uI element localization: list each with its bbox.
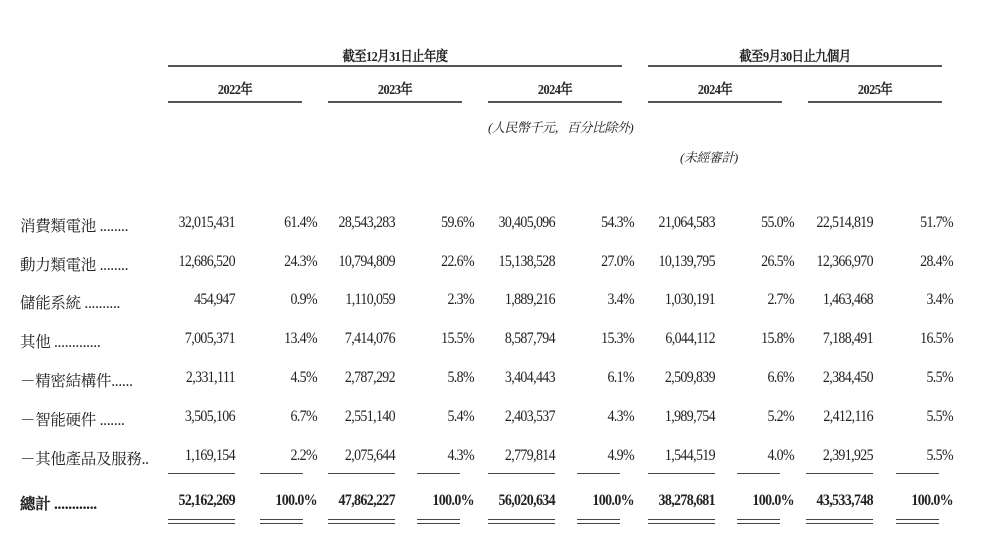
percent-cell: 5.4%	[447, 408, 474, 425]
subtotal-underline	[168, 473, 235, 474]
percent-cell: 6.1%	[607, 369, 634, 386]
amount-cell: 1,169,154	[184, 447, 235, 464]
total-double-underline	[806, 519, 873, 520]
year-rule	[168, 101, 302, 103]
percent-cell: 5.5%	[926, 408, 953, 425]
amount-cell: 10,139,795	[658, 253, 715, 270]
row-label: 消費類電池 ........	[20, 218, 129, 235]
total-double-underline	[260, 519, 303, 520]
amount-cell: 6,044,112	[665, 330, 715, 347]
percent-cell: 13.4%	[284, 330, 317, 347]
amount-cell: 2,551,140	[344, 408, 395, 425]
total-double-underline	[328, 523, 395, 524]
amount-cell: 2,403,537	[504, 408, 555, 425]
total-percent-cell: 100.0%	[592, 492, 634, 509]
total-double-underline	[488, 523, 555, 524]
amount-cell: 1,463,468	[822, 291, 873, 308]
percent-cell: 24.3%	[284, 253, 317, 270]
percent-cell: 4.0%	[767, 447, 794, 464]
amount-cell: 2,509,839	[664, 369, 715, 386]
amount-cell: 7,188,491	[822, 330, 873, 347]
row-label: 動力類電池 ........	[20, 257, 129, 274]
percent-cell: 0.9%	[290, 291, 317, 308]
subtotal-underline	[328, 473, 395, 474]
total-amount-cell: 38,278,681	[658, 492, 715, 509]
percent-cell: 5.8%	[447, 369, 474, 386]
subtotal-underline	[737, 473, 780, 474]
amount-cell: 1,989,754	[664, 408, 715, 425]
total-percent-cell: 100.0%	[752, 492, 794, 509]
percent-cell: 27.0%	[601, 253, 634, 270]
subtotal-underline	[488, 473, 555, 474]
percent-cell: 55.0%	[761, 214, 794, 231]
amount-cell: 454,947	[194, 291, 235, 308]
amount-cell: 2,779,814	[504, 447, 555, 464]
amount-cell: 2,391,925	[822, 447, 873, 464]
subtotal-underline	[260, 473, 303, 474]
year-rule	[648, 101, 782, 103]
amount-cell: 7,414,076	[344, 330, 395, 347]
amount-cell: 1,030,191	[664, 291, 715, 308]
percent-cell: 15.5%	[441, 330, 474, 347]
percent-cell: 15.3%	[601, 330, 634, 347]
amount-cell: 21,064,583	[658, 214, 715, 231]
total-percent-cell: 100.0%	[432, 492, 474, 509]
percent-cell: 22.6%	[441, 253, 474, 270]
year-header: 2024年	[697, 83, 733, 98]
percent-cell: 3.4%	[926, 291, 953, 308]
subtotal-underline	[648, 473, 715, 474]
percent-cell: 59.6%	[441, 214, 474, 231]
percent-cell: 61.4%	[284, 214, 317, 231]
percent-cell: 6.6%	[767, 369, 794, 386]
group-rule-fiscal-year	[168, 65, 622, 67]
total-percent-cell: 100.0%	[911, 492, 953, 509]
total-amount-cell: 47,862,227	[338, 492, 395, 509]
percent-cell: 2.2%	[290, 447, 317, 464]
row-label: 儲能系統 ..........	[20, 295, 121, 312]
total-double-underline	[417, 523, 460, 524]
amount-cell: 2,384,450	[822, 369, 873, 386]
amount-cell: 15,138,528	[498, 253, 555, 270]
total-double-underline	[577, 519, 620, 520]
row-label: 其他 .............	[20, 334, 101, 351]
amount-cell: 2,331,111	[185, 369, 235, 386]
percent-cell: 6.7%	[290, 408, 317, 425]
amount-cell: 10,794,809	[338, 253, 395, 270]
total-double-underline	[896, 519, 939, 520]
total-amount-cell: 56,020,634	[498, 492, 555, 509]
total-double-underline	[737, 519, 780, 520]
percent-cell: 4.3%	[607, 408, 634, 425]
total-double-underline	[417, 519, 460, 520]
percent-cell: 51.7%	[920, 214, 953, 231]
subtotal-underline	[417, 473, 460, 474]
unit-note: (人民幣千元，百分比除外)	[488, 120, 634, 135]
amount-cell: 8,587,794	[504, 330, 555, 347]
row-label: －智能硬件 .......	[20, 412, 125, 429]
year-header: 2025年	[857, 83, 893, 98]
amount-cell: 3,505,106	[184, 408, 235, 425]
total-double-underline	[737, 523, 780, 524]
amount-cell: 7,005,371	[184, 330, 235, 347]
subtotal-underline	[896, 473, 939, 474]
subtotal-underline	[806, 473, 873, 474]
percent-cell: 5.2%	[767, 408, 794, 425]
row-label: －精密結構件......	[20, 373, 133, 390]
amount-cell: 22,514,819	[816, 214, 873, 231]
total-double-underline	[328, 519, 395, 520]
total-double-underline	[806, 523, 873, 524]
amount-cell: 28,543,283	[338, 214, 395, 231]
percent-cell: 28.4%	[920, 253, 953, 270]
total-amount-cell: 43,533,748	[816, 492, 873, 509]
total-double-underline	[577, 523, 620, 524]
percent-cell: 5.5%	[926, 369, 953, 386]
percent-cell: 5.5%	[926, 447, 953, 464]
percent-cell: 2.3%	[447, 291, 474, 308]
subtotal-underline	[577, 473, 620, 474]
amount-cell: 1,544,519	[664, 447, 715, 464]
year-rule	[808, 101, 942, 103]
percent-cell: 16.5%	[920, 330, 953, 347]
total-double-underline	[260, 523, 303, 524]
total-percent-cell: 100.0%	[275, 492, 317, 509]
amount-cell: 32,015,431	[178, 214, 235, 231]
total-double-underline	[896, 523, 939, 524]
amount-cell: 1,889,216	[504, 291, 555, 308]
amount-cell: 30,405,096	[498, 214, 555, 231]
total-label: 總計 ............	[20, 496, 97, 513]
percent-cell: 54.3%	[601, 214, 634, 231]
percent-cell: 4.5%	[290, 369, 317, 386]
amount-cell: 2,412,116	[823, 408, 873, 425]
amount-cell: 3,404,443	[504, 369, 555, 386]
year-header: 2024年	[537, 83, 573, 98]
amount-cell: 2,787,292	[344, 369, 395, 386]
percent-cell: 26.5%	[761, 253, 794, 270]
row-label: －其他產品及服務..	[20, 451, 149, 468]
total-double-underline	[648, 523, 715, 524]
year-rule	[488, 101, 622, 103]
percent-cell: 4.9%	[607, 447, 634, 464]
total-double-underline	[488, 519, 555, 520]
total-amount-cell: 52,162,269	[178, 492, 235, 509]
group-rule-nine-months	[648, 65, 942, 67]
percent-cell: 4.3%	[447, 447, 474, 464]
unaudited-note: (未經審計)	[680, 150, 738, 165]
amount-cell: 1,110,059	[345, 291, 395, 308]
year-rule	[328, 101, 462, 103]
group-header-nine-months: 截至9月30日止九個月	[739, 50, 851, 65]
total-double-underline	[168, 519, 235, 520]
group-header-fiscal-year: 截至12月31日止年度	[342, 50, 448, 65]
percent-cell: 15.8%	[761, 330, 794, 347]
amount-cell: 12,686,520	[178, 253, 235, 270]
percent-cell: 2.7%	[767, 291, 794, 308]
total-double-underline	[648, 519, 715, 520]
total-double-underline	[168, 523, 235, 524]
year-header: 2023年	[377, 83, 413, 98]
amount-cell: 12,366,970	[816, 253, 873, 270]
year-header: 2022年	[217, 83, 253, 98]
percent-cell: 3.4%	[607, 291, 634, 308]
amount-cell: 2,075,644	[344, 447, 395, 464]
